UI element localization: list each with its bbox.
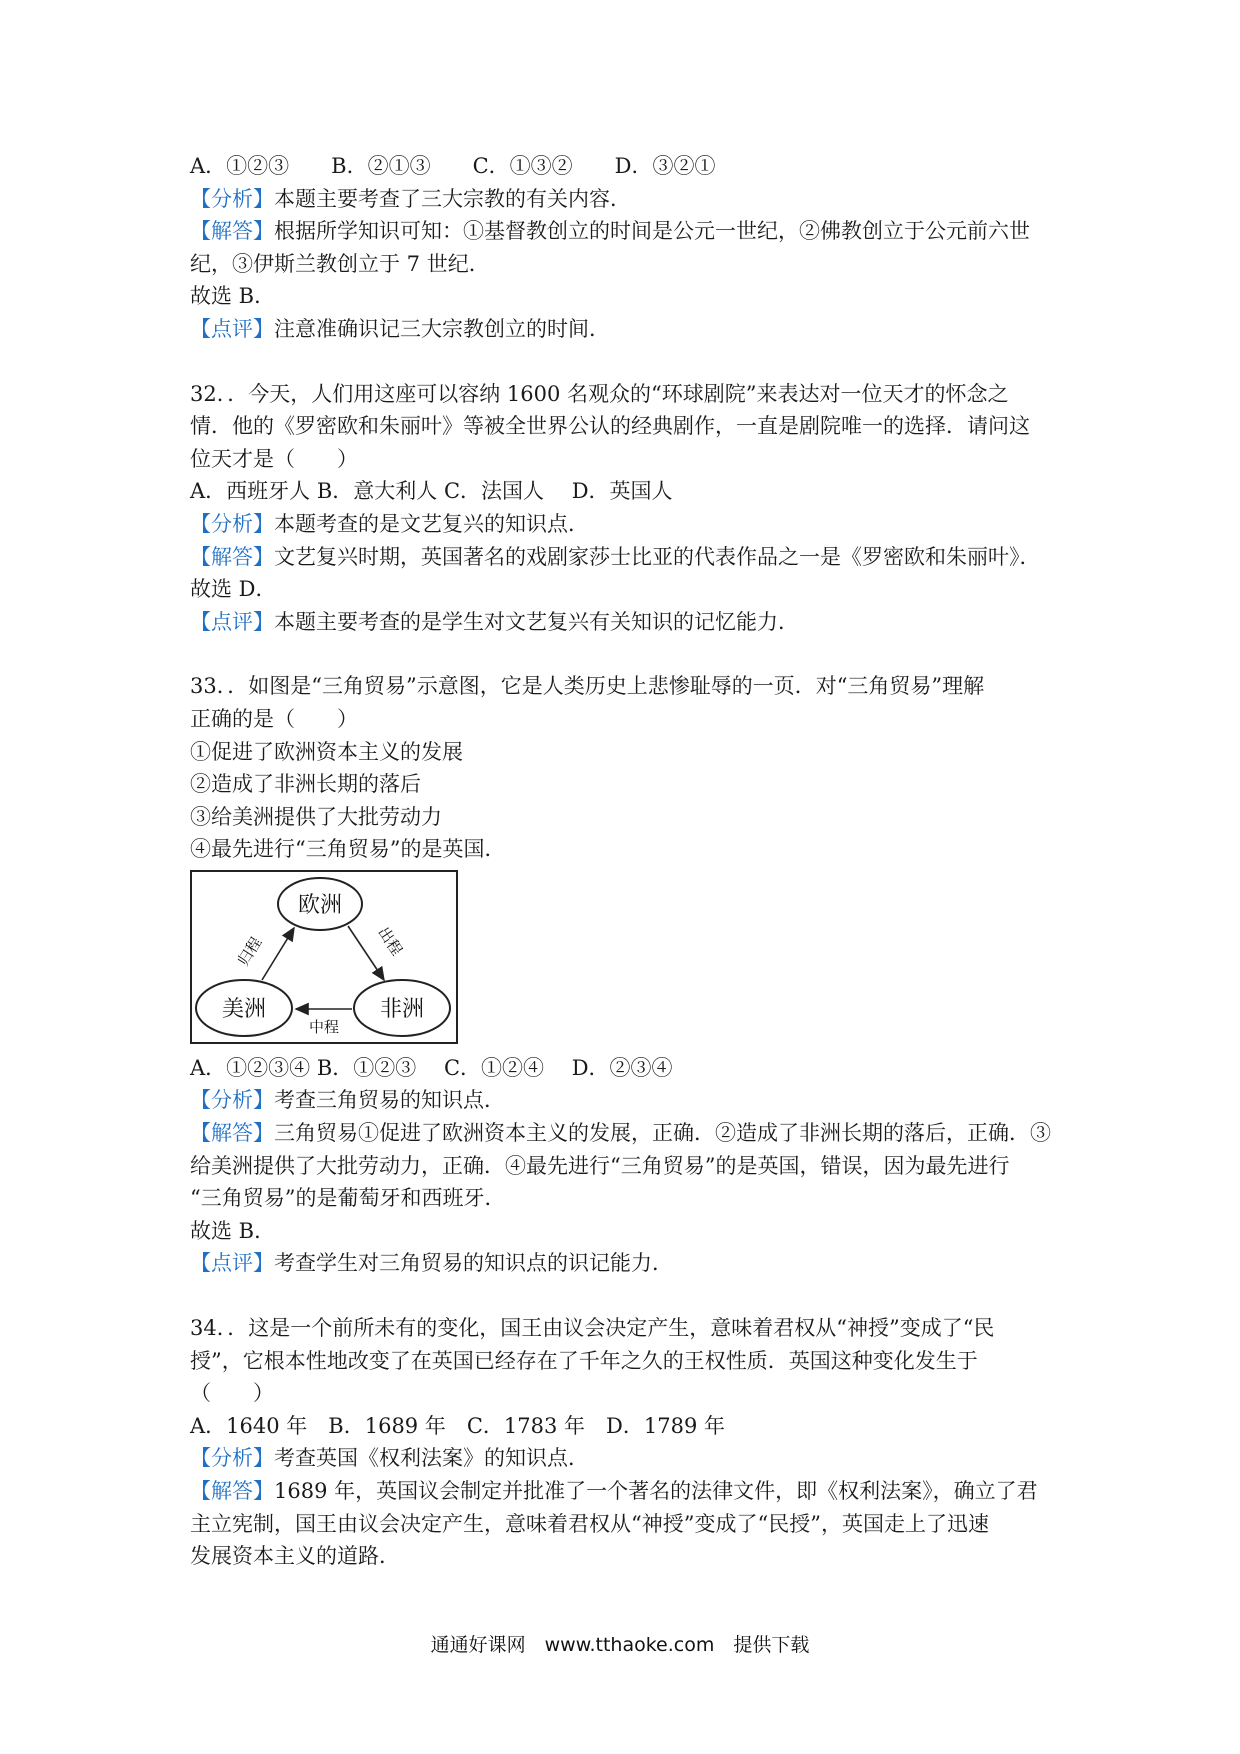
answer-tag: 【解答】 <box>190 544 274 569</box>
answer-tag: 【解答】 <box>190 1479 274 1503</box>
answer-tag: 【解答】 <box>190 219 274 244</box>
q33-item-4: ④最先进行“三角贸易”的是英国． <box>190 837 506 862</box>
america-label: 美洲 <box>221 996 267 1022</box>
q32-stem-end: 位天才是（ ） <box>190 446 358 471</box>
q33-comment: 【点评】考查学生对三角贸易的知识点的识记能力． <box>190 1251 673 1276</box>
q31-choice: 故选 B． <box>190 284 276 309</box>
q31-analysis: 【分析】本题主要考查了三大宗教的有关内容． <box>190 186 631 211</box>
document-body <box>190 150 1070 1573</box>
q34-stem: 34．．这是一个前所未有的变化，国王由议会决定产生，意味着君权从“神授”变成了“民 <box>190 1316 995 1341</box>
analysis-tag: 【分析】 <box>190 1446 274 1471</box>
europe-label: 欧洲 <box>297 892 343 918</box>
q32-comment: 【点评】本题主要考查的是学生对文艺复兴有关知识的记忆能力． <box>190 609 799 634</box>
q31-comment: 【点评】注意准确识记三大宗教创立的时间． <box>190 316 610 341</box>
return-leg-arrow <box>262 928 294 980</box>
answer-tag: 【解答】 <box>190 1121 274 1146</box>
q31-options: A．①②③ B．②①③ C．①③② D．③②① <box>190 154 716 178</box>
q34-answer-cont: 主立宪制，国王由议会决定产生，意味着君权从“神授”变成了“民授”，英国走上了迅速 <box>190 1511 989 1536</box>
q34-answer: 【解答】1689 年，英国议会制定并批准了一个著名的法律文件，即《权利法案》，确立了君 <box>190 1479 1038 1503</box>
triangular-trade-diagram <box>190 870 458 1044</box>
outbound-leg-label: 出程 <box>374 923 406 959</box>
q34-stem-cont: 授”，它根本性地改变了在英国已经存在了千年之久的王权性质．英国这种变化发生于 <box>190 1348 978 1373</box>
comment-tag: 【点评】 <box>190 1251 274 1276</box>
return-leg-label: 归程 <box>234 933 266 969</box>
q33-answer-cont: 给美洲提供了大批劳动力，正确．④最先进行“三角贸易”的是英国，错误，因为最先进行 <box>190 1153 1010 1178</box>
q31-answer-cont: 纪，③伊斯兰教创立于 7 世纪． <box>190 251 490 276</box>
q32-analysis: 【分析】本题考查的是文艺复兴的知识点． <box>190 511 589 536</box>
q32-stem: 32．．今天，人们用这座可以容纳 1600 名观众的“环球剧院”来表达对一位天才的怀念之 <box>190 381 1009 406</box>
q32-stem-cont: 情．他的《罗密欧和朱丽叶》等被全世界公认的经典剧作，一直是剧院唯一的选择．请问这 <box>190 414 1030 439</box>
q34-stem-end: （ ） <box>190 1381 274 1406</box>
q34-analysis: 【分析】考查英国《权利法案》的知识点． <box>190 1446 589 1471</box>
q33-item-3: ③给美洲提供了大批劳动力 <box>190 804 442 829</box>
q33-choice: 故选 B． <box>190 1218 276 1243</box>
q32-choice: 故选 D． <box>190 577 277 602</box>
q34-answer-end: 发展资本主义的道路． <box>190 1544 400 1569</box>
q33-stem: 33．．如图是“三角贸易”示意图，它是人类历史上悲惨耻辱的一页．对“三角贸易”理解 <box>190 674 985 699</box>
analysis-tag: 【分析】 <box>190 1088 274 1113</box>
q33-item-1: ①促进了欧洲资本主义的发展 <box>190 739 463 764</box>
q33-options: A．①②③④ B．①②③ C．①②④ D．②③④ <box>190 1055 673 1080</box>
q33-answer: 【解答】三角贸易①促进了欧洲资本主义的发展，正确．②造成了非洲长期的落后，正确．③ <box>190 1121 1051 1146</box>
comment-tag: 【点评】 <box>190 609 274 634</box>
q33-stem-cont: 正确的是（ ） <box>190 706 358 731</box>
page-footer: 通通好课网 www.tthaoke.com 提供下载 <box>430 1634 810 1656</box>
analysis-tag: 【分析】 <box>190 186 274 211</box>
analysis-tag: 【分析】 <box>190 511 274 536</box>
q32-answer: 【解答】文艺复兴时期，英国著名的戏剧家莎士比亚的代表作品之一是《罗密欧和朱丽叶》． <box>190 544 1041 569</box>
q33-analysis: 【分析】考查三角贸易的知识点． <box>190 1088 505 1113</box>
comment-tag: 【点评】 <box>190 316 274 341</box>
q32-options: A．西班牙人 B．意大利人 C．法国人 D．英国人 <box>190 479 673 504</box>
q33-answer-end: “三角贸易”的是葡萄牙和西班牙． <box>190 1186 506 1211</box>
middle-leg-label: 中程 <box>308 1017 340 1036</box>
q34-options: A．1640 年 B．1689 年 C．1783 年 D．1789 年 <box>190 1413 725 1438</box>
africa-label: 非洲 <box>379 996 425 1022</box>
q33-item-2: ②造成了非洲长期的落后 <box>190 772 421 797</box>
q31-answer: 【解答】根据所学知识可知：①基督教创立的时间是公元一世纪，②佛教创立于公元前六世 <box>190 219 1030 244</box>
